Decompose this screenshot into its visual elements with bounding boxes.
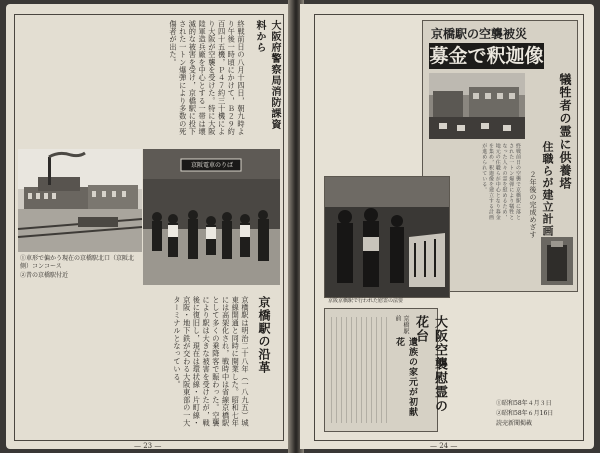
clipping-photo-street (429, 73, 525, 139)
photo1-caption: ①車形で偏かう現在の京橋駅北口（京阪北側）コンコース (20, 255, 135, 271)
section1-body: 終戦前日の八月十四日，朝九時より午後一時頃にかけて，Ｂ２９約百四十五機，Ｐ４７約三十機により大阪が空襲を受けた。特に大阪陸軍造兵廠を中心とする一帯は壊滅的な被害を受け，京橋駅に投下された一トン爆弾により多数の死傷者が出た。 (168, 20, 246, 136)
right-page (300, 4, 594, 449)
clipping-article-body: 終戦前日の空襲で京橋駅に落とされた一トン爆弾により犠牲となった人々の霊を慰めるため，地元の住職らが中心となり募金を集め，釈迦像を建立する計画が進められている。 (481, 143, 521, 220)
clipping-headline-banner: 募金で釈迦像 (429, 45, 544, 67)
footnote-2: ②昭和58年６月16日 (496, 410, 554, 417)
station-sign: 京阪電車のりば (190, 162, 233, 169)
clipping2-label: 京橋駅前 (393, 315, 409, 335)
clipping-photo-monument (541, 237, 573, 285)
clipping2-subhead: 遺族の家元が初献花 (394, 337, 417, 417)
section2-title: 京橋駅の沿革 (257, 296, 271, 374)
photo-kyobashi-concourse (143, 149, 280, 285)
photo-old-kyobashi (18, 149, 142, 252)
left-page (6, 4, 292, 449)
clipping-headline-top: 京橋駅の空襲被災 (431, 27, 528, 41)
newspaper-photo-ceremony (324, 176, 450, 298)
clipping-subhead-1: 犠牲者の霊に供養塔 (558, 73, 572, 190)
clipping2-headline: 大阪空襲慰霊の花台 (413, 315, 447, 413)
footnote-1: ①昭和58年４月３日 (496, 400, 552, 407)
left-page-number: — 23 — (134, 442, 162, 450)
clipping-subhead-2: 住職らが建立計画 (541, 141, 554, 237)
section2-body: 京橋駅は明治二十八年（一八九五）城東線開通と同時に開業した。昭和七年には高架化され，戦時中は省線京橋駅として多くの乗降客で賑わった。空襲により駅は大きな被害を受けたが，戦後に復旧し，現在は環状線・片町線・京阪・地下鉄が交わる大阪東部の一大ターミナルとなっている。 (172, 296, 250, 427)
right-page-number: — 24 — (430, 442, 458, 450)
clipping2-body-text-lines (331, 317, 389, 423)
ceremony-photo-caption: 京阪京橋駅で行われた慰霊の法要 (328, 298, 404, 304)
section1-title: 大阪府警察局消防課資料から (254, 20, 280, 130)
footnote-source: 読売新聞掲載 (496, 420, 533, 427)
clipping-subhead-3: ２年後の完成めざす (529, 171, 537, 239)
newspaper-clipping-2 (324, 308, 447, 432)
photo2-caption: ②昔の京橋駅付近 (20, 272, 69, 279)
